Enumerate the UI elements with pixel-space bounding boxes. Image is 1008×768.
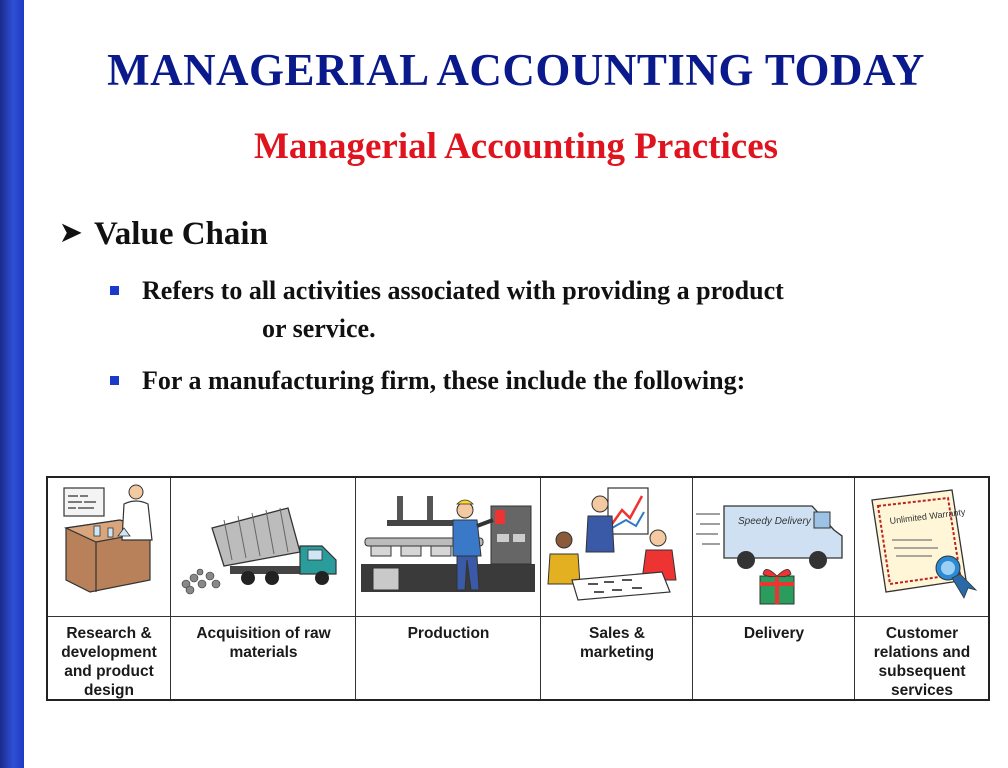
stage-label-acquisition: Acquisition of raw materials xyxy=(196,625,331,661)
slide-title: MANAGERIAL ACCOUNTING TODAY xyxy=(107,45,925,95)
delivery-van-icon xyxy=(694,480,853,614)
scientist-icon xyxy=(50,480,168,614)
svg-text:Speedy Delivery: Speedy Delivery xyxy=(738,516,811,527)
column-divider xyxy=(540,478,541,699)
dump-truck-icon xyxy=(172,480,354,614)
column-divider xyxy=(854,478,855,699)
sales-meeting-icon xyxy=(542,480,691,614)
row-divider xyxy=(48,616,988,617)
stage-label-production: Production xyxy=(407,625,490,642)
sub-point-1-line1: Refers to all activities associated with providing a product xyxy=(142,276,784,305)
column-divider xyxy=(355,478,356,699)
stage-label-sales: Sales & marketing xyxy=(579,625,655,661)
stage-label-customer-relations: Customer relations and subsequent services xyxy=(873,625,971,699)
bullet-text: Value Chain xyxy=(94,216,268,252)
column-divider xyxy=(692,478,693,699)
svg-text:Unlimited Warranty: Unlimited Warranty xyxy=(889,506,966,526)
arrow-bullet-icon: ➤ xyxy=(60,218,82,247)
warranty-certificate-icon xyxy=(856,480,988,614)
stage-label-research: Research & development and product design xyxy=(61,625,157,699)
sub-point-1-line2: or service. xyxy=(262,314,376,343)
value-chain-table xyxy=(46,476,990,701)
square-bullet-icon xyxy=(110,286,119,295)
bullet-value-chain xyxy=(60,216,268,253)
left-accent-bar xyxy=(0,0,24,768)
factory-worker-icon xyxy=(357,480,539,614)
stage-label-delivery: Delivery xyxy=(743,625,805,642)
sub-point-2-line1: For a manufacturing firm, these include the following: xyxy=(142,366,746,395)
slide-subtitle: Managerial Accounting Practices xyxy=(253,126,779,167)
square-bullet-icon xyxy=(110,376,119,385)
column-divider xyxy=(170,478,171,699)
